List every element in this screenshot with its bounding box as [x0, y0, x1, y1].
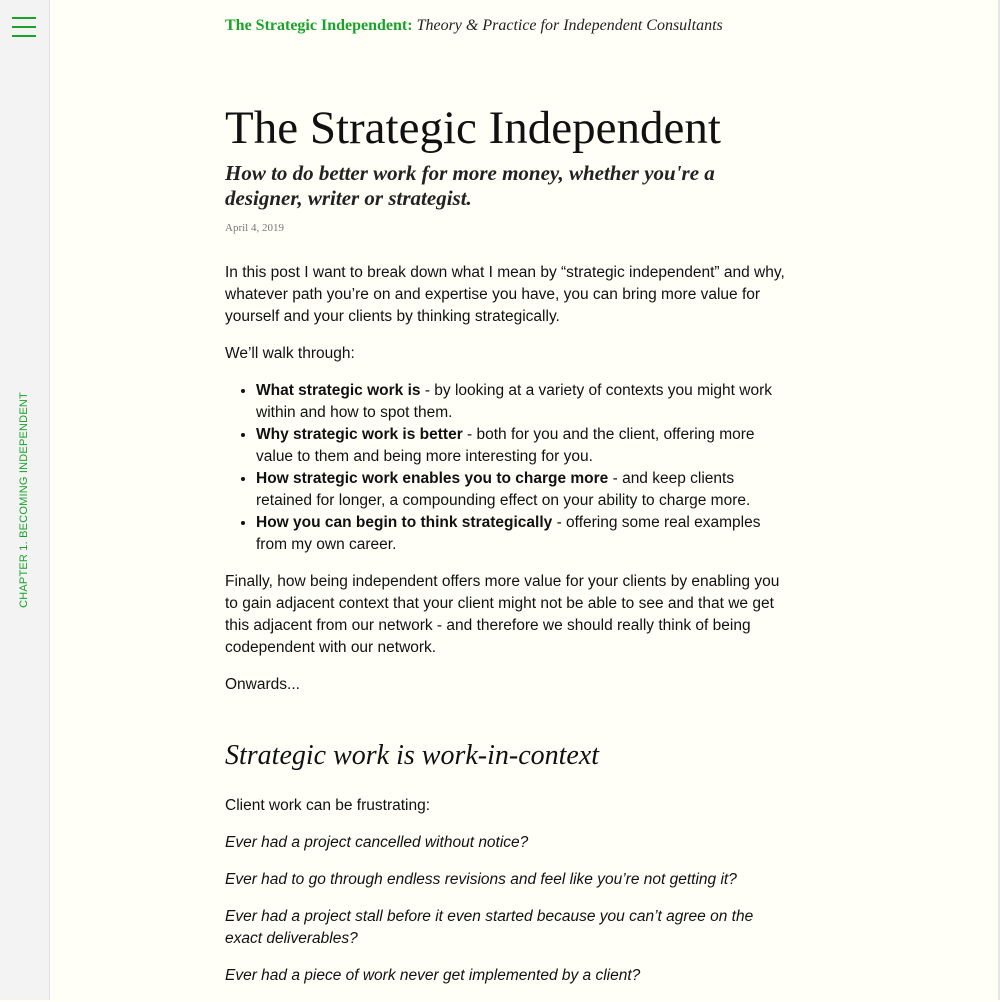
menu-bar-middle	[12, 26, 36, 28]
list-item-text: - by looking at a variety of contexts you might work within and how to spot them.	[256, 382, 773, 421]
menu-bar-bottom	[12, 35, 36, 37]
intro-paragraph: In this post I want to break down what I mean by “strategic independent” and why, whatever path you’re on and expertise you have, you can bring more value for yourself and your clients by thinking strategically.	[225, 264, 785, 325]
question-paragraph: Ever had to go through endless revisions and feel like you’re not getting it?	[225, 871, 737, 888]
list-item-text: - both for you and the client, offering more value to them and being more interesting for you.	[256, 426, 755, 465]
walk-through-paragraph: We’ll walk through:	[225, 345, 355, 362]
page-subtitle: How to do better work for more money, whether you're a designer, writer or strategist.	[225, 161, 715, 210]
question-paragraph: Ever had a piece of work never get implemented by a client?	[225, 967, 641, 984]
chapter-label[interactable]: CHAPTER 1. BECOMING INDEPENDENT	[18, 392, 30, 608]
finally-paragraph: Finally, how being independent offers more value for your clients by enabling you to gain adjacent context that your client might not be able to see and that we get this adjacent from our network - and therefore we should really think of being codependent with our network.	[225, 573, 780, 656]
section-heading: Strategic work is work-in-context	[225, 740, 600, 771]
hamburger-menu-icon[interactable]	[12, 17, 36, 37]
question-paragraph: Ever had a project stall before it even started because you can’t agree on the exact deliverables?	[225, 908, 754, 947]
question-paragraph: Ever had a project cancelled without notice?	[225, 834, 529, 851]
post-date: April 4, 2019	[225, 222, 284, 234]
menu-bar-top	[12, 17, 36, 19]
list-item-bold: What strategic work is	[256, 382, 421, 399]
list-item-bold: How strategic work enables you to charge more	[256, 470, 609, 487]
list-item	[256, 380, 785, 424]
sidebar	[0, 0, 50, 1000]
list-item-bold: How you can begin to think strategically	[256, 514, 553, 531]
client-work-paragraph: Client work can be frustrating:	[225, 797, 431, 814]
list-item-text: - offering some real examples from my own career.	[256, 514, 761, 553]
site-tagline: Theory & Practice for Independent Consultants	[416, 17, 723, 34]
post-body	[225, 262, 785, 1002]
list-item	[256, 424, 785, 468]
site-header	[225, 17, 723, 35]
list-item	[256, 512, 785, 556]
list-item-bold: Why strategic work is better	[256, 426, 463, 443]
site-name-link[interactable]: The Strategic Independent:	[225, 17, 413, 34]
page-title: The Strategic Independent	[225, 102, 721, 154]
onwards-paragraph: Onwards...	[225, 676, 300, 693]
topics-list	[225, 380, 785, 556]
list-item-text: - and keep clients retained for longer, a compounding effect on your ability to charge more.	[256, 470, 751, 509]
list-item	[256, 468, 785, 512]
